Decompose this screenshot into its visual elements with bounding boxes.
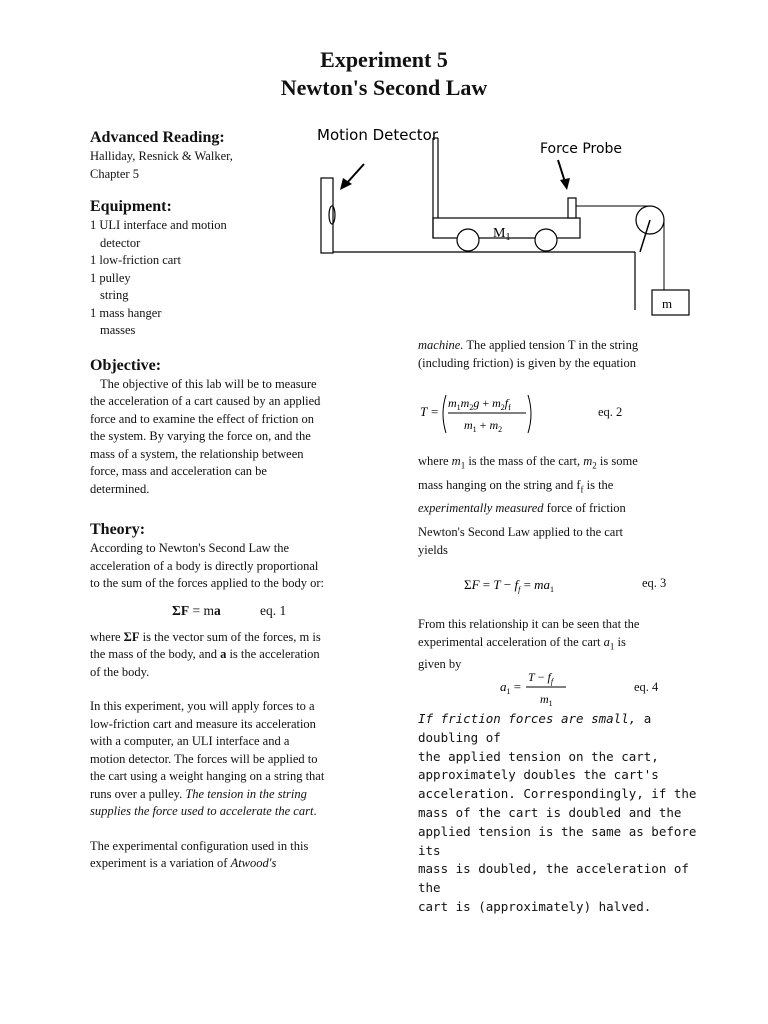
text-span: is some (596, 454, 638, 468)
text-span: experimentally measured (418, 501, 544, 515)
svg-text:a1 =: $a_1$ = (500, 679, 522, 696)
eq4-label: eq. 4 (634, 680, 659, 694)
list-item: 1 low-friction cart (90, 253, 181, 267)
text-line: According to Newton's Second Law the (90, 541, 290, 555)
text-span: is the acceleration (226, 647, 320, 661)
text-span: where (418, 454, 452, 468)
text-span: ΣF (123, 629, 140, 644)
eq1-a: a (213, 602, 221, 618)
text-line: acceleration of a body is directly proportional (90, 558, 319, 573)
eq1-sum: ΣF (172, 602, 190, 618)
svg-text:T − ff: $T - f_f$ (528, 670, 554, 686)
eq3-formula (462, 572, 622, 598)
text-span: experiment is a variation of (90, 856, 231, 870)
text-span: force of friction (543, 501, 626, 515)
eq1-label: eq. 1 (260, 602, 287, 618)
text-line: approximately doubles the cart's (418, 767, 659, 783)
text-span: The tension in the string (185, 786, 307, 801)
eq2-formula (418, 389, 568, 439)
svg-text:ΣF = T − ff = ma1: $\Sigma F = T - f_f = ma_1$ (464, 577, 555, 594)
conclusion-paragraph (418, 710, 718, 917)
objective-heading: Objective: (90, 356, 162, 374)
text-line: The experimental configuration used in this (90, 838, 309, 853)
list-item-cont: string (100, 288, 129, 302)
theory-heading: Theory: (90, 521, 146, 538)
equipment-heading: Equipment: (90, 198, 172, 215)
text-line: mass of the cart is doubled and the (418, 804, 682, 820)
text-span: m (583, 454, 593, 468)
cart-wheel (457, 229, 479, 251)
equation-1 (90, 593, 380, 629)
text-span: experimental acceleration of the cart (418, 634, 604, 649)
text-line: Newton's Second Law applied to the cart (418, 525, 623, 539)
motion-detector (321, 178, 333, 253)
svg-text:=: = (431, 404, 439, 419)
force-probe-label: Force Probe (540, 141, 623, 157)
theory-experiment (90, 698, 380, 821)
arrow-line (558, 160, 565, 182)
svg-text:m1m2g + m2ff: $m_1m_2g + m_2f_f$ (448, 396, 511, 412)
text-span: is (614, 634, 626, 649)
text-line: of the body. (90, 664, 150, 679)
text-line: the system. By varying the force on, and the (90, 429, 311, 443)
text-span: The applied tension T in the string (463, 338, 639, 352)
text-line: force and to examine the effect of friction on (90, 411, 314, 426)
text-span: m (451, 454, 461, 468)
text-line: In this experiment, you will apply forces to a (90, 699, 315, 713)
arrow-head-icon (560, 178, 570, 190)
text-line: mass is doubled, the acceleration of the (418, 861, 689, 896)
arrow-line (346, 164, 364, 184)
cart-label: $M_1$ (493, 226, 511, 243)
text-span: where (90, 629, 124, 644)
reading-line: Chapter 5 (90, 166, 139, 181)
reading-line: Halliday, Resnick & Walker, (90, 149, 233, 163)
text-span: machine. (418, 338, 464, 352)
text-span: a (220, 647, 227, 661)
text-line: applied tension is the same as before its (418, 823, 697, 858)
text-line: motion detector. The forces will be applied to (90, 751, 318, 766)
equation-4 (418, 666, 718, 710)
text-line: The objective of this lab will be to measure (100, 376, 317, 391)
text-line: cart is (approximately) halved. (418, 898, 652, 914)
objective-text (90, 376, 380, 499)
text-span: is the mass of the cart, (465, 454, 584, 468)
newton-paragraph (418, 524, 718, 559)
svg-text:m1: $m_1$ (540, 692, 553, 708)
right-column (418, 337, 718, 372)
text-line: determined. (90, 481, 150, 496)
from-paragraph: From this relationship it can be seen that the experimental acceleration of the cart $a_1$ is given by (418, 616, 718, 673)
advanced-reading-heading: Advanced Reading: (90, 129, 225, 146)
text-line: given by (418, 656, 462, 671)
eq4-formula (498, 666, 618, 710)
list-item: 1 pulley (90, 270, 131, 285)
text-line: force, mass and acceleration can be (90, 464, 267, 478)
motion-detector-label: Motion Detector (317, 126, 438, 144)
text-span: . (313, 804, 317, 818)
text-line: yields (418, 542, 448, 557)
text-line: acceleration. Correspondingly, if the (418, 786, 697, 802)
text-line: with a computer, an ULI interface and a (90, 734, 290, 748)
text-line: the applied tension on the cart, (418, 748, 659, 764)
list-item: 1 ULI interface and motion (90, 218, 227, 232)
text-line: the cart using a weight hanging on a string that (90, 769, 325, 783)
equation-2 (418, 389, 718, 439)
svg-text:m1 + m2: $m_1 + m_2$ (464, 418, 503, 434)
equation-3 (418, 572, 718, 598)
svg-text:T: T (420, 404, 428, 419)
text-span: mass hanging on the string and f (418, 477, 581, 492)
text-span: supplies the force used to accelerate the cart (90, 804, 314, 818)
text-line: (including friction) is given by the equation (418, 355, 637, 370)
theory-where (90, 629, 380, 682)
text-line: From this relationship it can be seen that the (418, 617, 640, 631)
eq3-label: eq. 3 (642, 576, 667, 590)
text-span: a doubling of (418, 711, 652, 745)
hanging-mass-label: m (662, 296, 673, 311)
text-span: Atwood's (230, 856, 277, 870)
text-line: to the sum of the forces applied to the body or: (90, 576, 324, 590)
page-subtitle: Newton's Second Law (280, 75, 488, 100)
text-span: is the vector sum of the forces, m is (139, 629, 321, 644)
text-line: mass of a system, the relationship between (90, 446, 304, 461)
where-paragraph: where $m_1$ is the mass of the cart, $m_2$ is some mass hanging on the string and $f_f$ is the experimentally measured force of friction (418, 454, 638, 515)
text-span: If friction forces are small, (418, 711, 637, 726)
text-line: the acceleration of a cart caused by an applied (90, 394, 321, 408)
text-span: runs over a pulley. (90, 786, 186, 801)
eq1-equals: = m (189, 602, 214, 618)
text-span: the mass of the body, and (90, 647, 221, 661)
list-item-cont: detector (100, 235, 141, 250)
apparatus-diagram (300, 120, 720, 330)
force-probe (568, 198, 576, 218)
theory-configuration (90, 838, 380, 873)
page-title: Experiment 5 (320, 47, 448, 72)
text-span: is the (583, 477, 614, 492)
eq2-label: eq. 2 (598, 405, 623, 419)
cart-wheel (535, 229, 557, 251)
theory-text (90, 540, 380, 593)
list-item-cont: masses (100, 323, 136, 337)
text-line: low-friction cart and measure its acceleration (90, 716, 316, 731)
list-item: 1 mass hanger (90, 305, 162, 320)
